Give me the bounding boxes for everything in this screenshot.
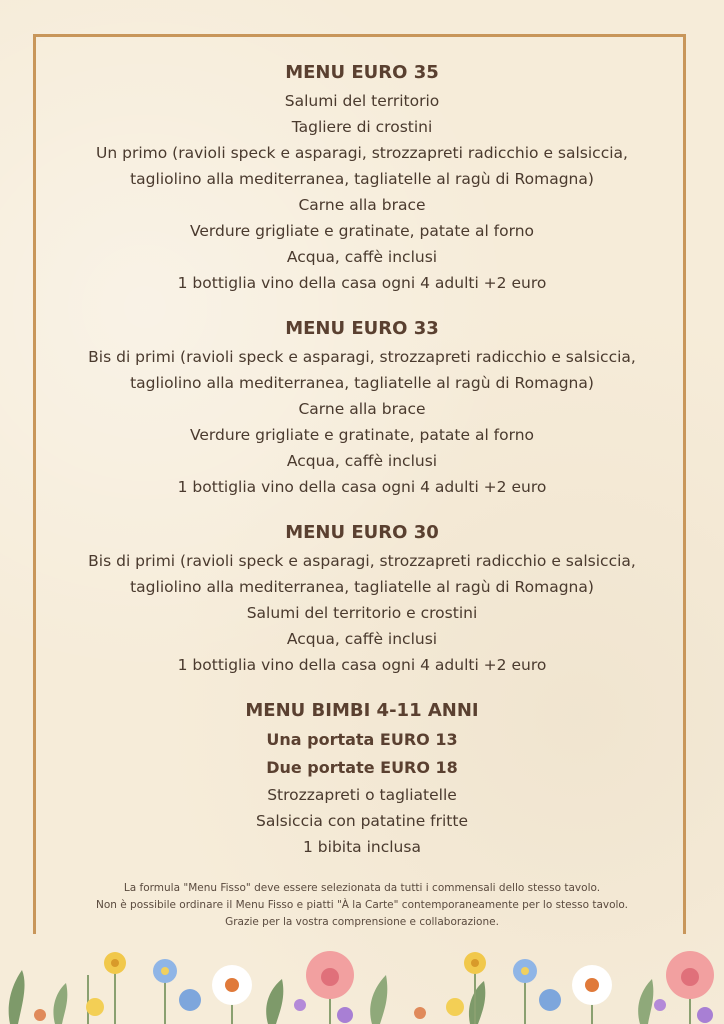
menu-content xyxy=(36,58,688,878)
menu-euro-33 xyxy=(36,314,688,500)
menu-euro-35 xyxy=(36,58,688,296)
kids-option: Due portate EURO 18 xyxy=(266,758,458,777)
menu-item: Salumi del territorio e crostini xyxy=(246,604,478,622)
menu-item: Bis di primi (ravioli speck e asparagi, strozzapreti radicchio e salsiccia, xyxy=(88,348,636,366)
flower-border-decoration xyxy=(0,945,724,1024)
menu-item: Carne alla brace xyxy=(298,196,426,214)
menu-item: 1 bibita inclusa xyxy=(303,838,421,856)
menu-bimbi xyxy=(36,696,688,860)
kids-menu-title: MENU BIMBI 4-11 ANNI xyxy=(245,700,479,721)
note-line: Grazie per la vostra comprensione e collaborazione. xyxy=(225,916,499,928)
menu-item: Verdure grigliate e gratinate, patate al forno xyxy=(189,426,535,444)
menu-item: Carne alla brace xyxy=(298,400,426,418)
menu-item: 1 bottiglia vino della casa ogni 4 adulti +2 euro xyxy=(177,274,547,292)
note-line: La formula "Menu Fisso" deve essere selezionata da tutti i commensali dello stesso tavolo. xyxy=(123,882,601,894)
menu-item: 1 bottiglia vino della casa ogni 4 adulti +2 euro xyxy=(177,478,547,496)
menu-item: Acqua, caffè inclusi xyxy=(286,248,438,266)
menu-item: tagliolino alla mediterranea, tagliatelle al ragù di Romagna) xyxy=(130,374,594,392)
menu-title: MENU EURO 33 xyxy=(285,318,439,339)
menu-item: Acqua, caffè inclusi xyxy=(286,630,438,648)
footer-notes xyxy=(36,880,688,931)
note-line: Non è possibile ordinare il Menu Fisso e piatti "À la Carte" contemporaneamente per lo stesso tavolo. xyxy=(95,899,629,911)
yellow-flower-icon xyxy=(86,952,486,1016)
menu-euro-30 xyxy=(36,518,688,678)
kids-option: Una portata EURO 13 xyxy=(266,730,458,749)
menu-item: 1 bottiglia vino della casa ogni 4 adulti +2 euro xyxy=(177,656,547,674)
menu-item: Verdure grigliate e gratinate, patate al forno xyxy=(189,222,535,240)
menu-item: Un primo (ravioli speck e asparagi, strozzapreti radicchio e salsiccia, xyxy=(96,144,628,162)
menu-item: Acqua, caffè inclusi xyxy=(286,452,438,470)
menu-item: tagliolino alla mediterranea, tagliatelle al ragù di Romagna) xyxy=(130,170,594,188)
menu-item: Tagliere di crostini xyxy=(291,118,433,136)
menu-item: tagliolino alla mediterranea, tagliatelle al ragù di Romagna) xyxy=(130,578,594,596)
menu-title: MENU EURO 35 xyxy=(285,62,439,83)
menu-item: Bis di primi (ravioli speck e asparagi, strozzapreti radicchio e salsiccia, xyxy=(88,552,636,570)
menu-item: Salumi del territorio xyxy=(284,92,440,110)
menu-title: MENU EURO 30 xyxy=(285,522,439,543)
menu-item: Strozzapreti o tagliatelle xyxy=(267,786,457,804)
menu-item: Salsiccia con patatine fritte xyxy=(256,812,468,830)
